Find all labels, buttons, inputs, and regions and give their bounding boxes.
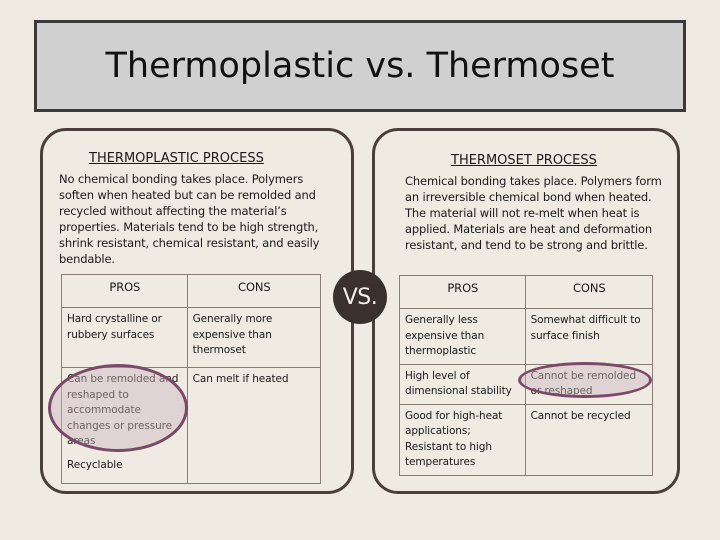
thermoplastic-description: No chemical bonding takes place. Polymers soften when heated but can be remolded and recycled without affecting the material’s properties. Materials tend to be high strength, shrink resistant, chemical resistant, and easily bendable. bbox=[59, 172, 320, 266]
thermoplastic-con-cell: Generally more expensive than thermoset bbox=[187, 308, 320, 368]
thermoset-pro-cell: High level of dimensional stability bbox=[400, 364, 526, 404]
vs-badge bbox=[333, 270, 387, 324]
thermoset-panel bbox=[372, 128, 680, 494]
thermoset-heading: THERMOSET PROCESS bbox=[451, 153, 597, 168]
slide-title: Thermoplastic vs. Thermoset bbox=[105, 46, 615, 86]
thermoset-description: Chemical bonding takes place. Polymers form an irreversible chemical bond when heated. The material will not re-melt when heat is applied. Materials are heat and deformation resistant, and tend to be strong and brittle. bbox=[405, 174, 662, 252]
thermoset-con-cell: Cannot be recycled bbox=[525, 404, 652, 475]
thermoplastic-heading: THERMOPLASTIC PROCESS bbox=[89, 151, 264, 166]
table-row bbox=[62, 308, 321, 368]
table-row bbox=[400, 309, 653, 365]
thermoplastic-cons-header: CONS bbox=[187, 275, 320, 308]
table-row bbox=[400, 404, 653, 475]
table-row bbox=[400, 364, 653, 404]
thermoset-cons-header: CONS bbox=[525, 276, 652, 309]
thermoplastic-con-cell: Can melt if heated bbox=[187, 368, 320, 484]
thermoset-table bbox=[399, 275, 653, 476]
table-row bbox=[62, 368, 321, 454]
thermoplastic-pro-cell: Can be remolded and reshaped to accommodate changes or pressure areas bbox=[62, 368, 188, 454]
thermoplastic-table bbox=[61, 274, 321, 484]
thermoset-pro-cell: Generally less expensive than thermoplastic bbox=[400, 309, 526, 365]
vs-label: VS. bbox=[342, 284, 378, 310]
thermoset-pros-header: PROS bbox=[400, 276, 526, 309]
thermoset-pro-cell: Good for high-heat applications; Resistant to high temperatures bbox=[400, 404, 526, 475]
thermoplastic-pro-cell: Recyclable bbox=[62, 454, 188, 484]
thermoplastic-pros-header: PROS bbox=[62, 275, 188, 308]
thermoplastic-panel bbox=[40, 128, 354, 494]
thermoplastic-pro-cell: Hard crystalline or rubbery surfaces bbox=[62, 308, 188, 368]
thermoset-con-cell: Somewhat difficult to surface finish bbox=[525, 309, 652, 365]
thermoset-con-cell: Cannot be remolded or reshaped bbox=[525, 364, 652, 404]
title-box bbox=[34, 20, 686, 112]
